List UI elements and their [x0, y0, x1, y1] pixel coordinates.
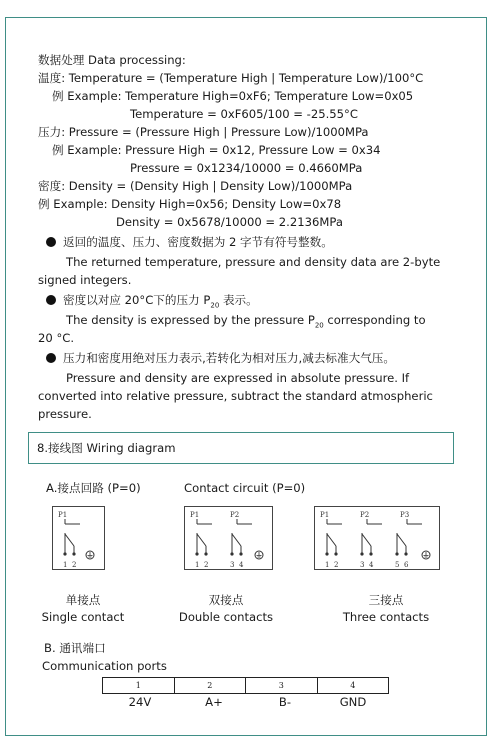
svg-text:3: 3 — [230, 561, 235, 569]
svg-text:1: 1 — [195, 561, 200, 569]
density-formula: 密度: Density = (Density High | Density Low)/1000MPa — [38, 179, 353, 193]
bullet-icon — [46, 353, 56, 363]
temperature-formula: 温度: Temperature = (Temperature High | Temperature Low)/100°C — [38, 71, 424, 85]
port-number: 4 — [317, 678, 389, 694]
ports-table — [102, 677, 389, 694]
data-processing-heading: 数据处理 Data processing: — [38, 53, 186, 67]
svg-text:P1: P1 — [320, 511, 330, 519]
svg-text:P1: P1 — [190, 511, 200, 519]
svg-text:2: 2 — [334, 561, 339, 569]
note-2-en-line-1: The density is expressed by the pressure $P_{20}$ corresponding to — [66, 313, 426, 330]
note-1-en-line-1: The returned temperature, pressure and density data are 2-byte — [66, 255, 441, 269]
density-result: Density = 0x5678/10000 = 2.2136MPa — [116, 215, 343, 229]
single-contact-caption: 单接点 Single contact — [41, 593, 125, 624]
port-number: 3 — [246, 678, 318, 694]
svg-text:3: 3 — [360, 561, 365, 569]
section-a-cn: A.接点回路 (P=0) — [46, 481, 141, 495]
note-2-cn: 密度以对应 20°C下的压力 $P_{20}$ 表示。 — [46, 292, 258, 313]
svg-text:P3: P3 — [400, 511, 410, 519]
svg-text:1: 1 — [63, 561, 68, 569]
three-contacts-diagram — [314, 506, 440, 570]
note-3-en-line-2: converted into relative pressure, subtract the standard atmospheric — [38, 389, 433, 403]
double-contacts-diagram — [184, 506, 273, 570]
note-3-en-line-1: Pressure and density are expressed in absolute pressure. If — [66, 371, 410, 385]
port-label-gnd: GND — [339, 695, 367, 709]
pressure-example: 例 Example: Pressure High = 0x12, Pressure Low = 0x34 — [52, 143, 381, 157]
three-contacts-caption: 三接点 Three contacts — [342, 593, 430, 624]
port-number: 2 — [174, 678, 246, 694]
bullet-icon — [46, 237, 56, 247]
note-1-en-line-2: signed integers. — [38, 273, 132, 287]
svg-text:2: 2 — [204, 561, 209, 569]
svg-text:2: 2 — [72, 561, 77, 569]
pressure-formula: 压力: Pressure = (Pressure High | Pressure Low)/1000MPa — [38, 125, 369, 139]
note-2-en-line-2: 20 °C. — [38, 331, 75, 345]
note-3-en-line-3: pressure. — [38, 407, 92, 421]
double-contacts-caption: 双接点 Double contacts — [178, 593, 274, 624]
svg-text:P2: P2 — [230, 511, 240, 519]
port-label-a-plus: A+ — [205, 695, 223, 709]
wiring-diagram-title: 8.接线图 Wiring diagram — [37, 441, 176, 455]
port-label-24v: 24V — [128, 695, 152, 709]
svg-text:4: 4 — [369, 561, 374, 569]
note-1-cn: 返回的温度、压力、密度数据为 2 字节有符号整数。 — [46, 234, 333, 250]
svg-text:P2: P2 — [360, 511, 370, 519]
pressure-result: Pressure = 0x1234/10000 = 0.4660MPa — [130, 161, 363, 175]
svg-text:5: 5 — [395, 561, 400, 569]
single-contact-diagram — [52, 506, 105, 570]
density-example: 例 Example: Density High=0x56; Density Low=0x78 — [38, 197, 342, 211]
section-a-en: Contact circuit (P=0) — [184, 481, 306, 495]
wiring-diagram-header — [28, 432, 454, 464]
temperature-example: 例 Example: Temperature High=0xF6; Temperature Low=0x05 — [52, 89, 414, 103]
section-b-cn: B. 通讯端口 — [44, 641, 106, 655]
note-3-cn: 压力和密度用绝对压力表示,若转化为相对压力,减去标准大气压。 — [46, 350, 395, 366]
ports-number-row — [103, 678, 389, 694]
section-b-en: Communication ports — [42, 659, 167, 673]
bullet-icon — [46, 295, 56, 305]
svg-text:6: 6 — [404, 561, 409, 569]
svg-text:1: 1 — [325, 561, 330, 569]
port-number: 1 — [103, 678, 175, 694]
svg-text:4: 4 — [239, 561, 244, 569]
temperature-result: Temperature = 0xF605/100 = -25.55°C — [130, 107, 358, 121]
port-label-b-minus: B- — [278, 695, 292, 709]
label-p1: P1 — [58, 511, 68, 519]
